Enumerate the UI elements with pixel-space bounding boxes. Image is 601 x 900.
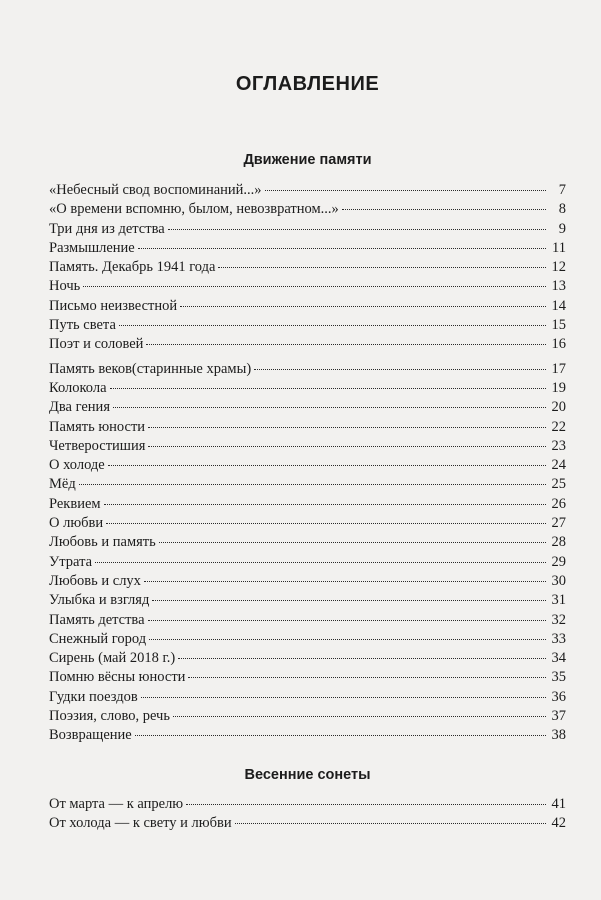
toc-entry: [49, 649, 566, 668]
toc-entry-title: Помню вёсны юности: [49, 669, 186, 686]
toc-entry-page-number: 11: [552, 239, 566, 256]
dot-leader: [168, 229, 546, 230]
toc-entry-page-number: 28: [551, 534, 566, 551]
toc-entry-page-number: 32: [551, 611, 566, 628]
toc-entry: [49, 181, 566, 200]
toc-entry-title: От холода — к свету и любви: [49, 814, 232, 831]
toc-entry: [49, 220, 566, 239]
dot-leader: [104, 504, 546, 505]
dot-leader: [146, 344, 546, 345]
toc-list-section-2: [49, 795, 566, 834]
dot-leader: [135, 735, 546, 736]
toc-entry-page-number: 15: [551, 317, 566, 334]
toc-entry: [49, 239, 566, 258]
dot-leader: [342, 209, 546, 210]
dot-leader: [148, 427, 546, 428]
toc-entry-page-number: 14: [551, 297, 566, 314]
dot-leader: [138, 248, 546, 249]
toc-entry-page-number: 7: [558, 182, 566, 198]
toc-entry-page-number: 24: [551, 457, 566, 474]
toc-entry-page-number: 27: [551, 515, 566, 532]
toc-entry-title: Письмо неизвестной: [49, 297, 178, 314]
section-title-dvizhenie-pamyati: Движение памяти: [243, 152, 372, 168]
toc-entry: [49, 398, 566, 417]
toc-entry-page-number: 29: [551, 553, 566, 570]
toc-entry-page-number: 30: [551, 572, 566, 589]
dot-leader: [83, 286, 546, 287]
toc-list-section-1: [49, 181, 566, 746]
toc-entry-title: Память. Декабрь 1941 года: [49, 259, 216, 276]
toc-entry-title: Четверостишия: [49, 437, 146, 454]
toc-entry: [49, 668, 566, 687]
toc-entry-page-number: 42: [551, 814, 566, 831]
toc-entry-page-number: 19: [551, 379, 566, 396]
toc-entry-page-number: 36: [551, 688, 566, 705]
toc-entry: [49, 297, 566, 316]
toc-entry: [49, 418, 566, 437]
toc-entry-page-number: 12: [551, 259, 566, 276]
toc-entry-page-number: 37: [551, 708, 566, 725]
toc-entry-title: Возвращение: [49, 727, 132, 744]
toc-entry-page-number: 20: [551, 399, 566, 416]
toc-entry-title: Два гения: [49, 399, 110, 416]
toc-entry-page-number: 38: [551, 727, 566, 744]
dot-leader: [106, 523, 546, 524]
toc-entry-page-number: 16: [551, 336, 566, 353]
toc-entry-title: Поэзия, слово, речь: [49, 708, 170, 725]
dot-leader: [95, 562, 546, 563]
toc-entry: [49, 437, 566, 456]
toc-entry-title: «Небесный свод воспоминаний...»: [49, 182, 262, 198]
dot-leader: [148, 446, 546, 447]
toc-entry-title: Любовь и память: [49, 534, 156, 551]
dot-leader: [159, 542, 546, 543]
toc-entry: [49, 726, 566, 745]
toc-entry: [49, 514, 566, 533]
toc-entry: [49, 553, 566, 572]
toc-entry: [49, 795, 566, 814]
toc-entry-page-number: 26: [551, 495, 566, 512]
toc-entry-title: Снежный город: [49, 630, 147, 647]
dot-leader: [180, 306, 546, 307]
toc-entry: [49, 533, 566, 552]
toc-entry: [49, 475, 566, 494]
dot-leader: [141, 697, 546, 698]
toc-entry-title: О холоде: [49, 457, 105, 474]
dot-leader: [119, 325, 546, 326]
toc-entry-title: Мёд: [49, 476, 76, 493]
toc-entry-title: Гудки поездов: [49, 688, 138, 705]
dot-leader: [188, 677, 546, 678]
toc-entry-title: Улыбка и взгляд: [49, 592, 150, 609]
toc-entry-page-number: 22: [551, 418, 566, 435]
dot-leader: [113, 407, 546, 408]
toc-entry-title: Поэт и соловей: [49, 336, 144, 353]
toc-entry-page-number: 17: [551, 360, 566, 377]
toc-entry-title: Сирень (май 2018 г.): [49, 650, 176, 667]
toc-entry-title: Любовь и слух: [49, 572, 141, 589]
toc-entry: [49, 495, 566, 514]
toc-entry-title: Память веков(старинные храмы): [49, 360, 252, 377]
dot-leader: [152, 600, 546, 601]
toc-entry-page-number: 9: [558, 220, 566, 237]
dot-leader: [265, 190, 546, 191]
toc-entry-title: От марта — к апрелю: [49, 795, 184, 812]
section-title-vesennie-sonety: Весенние сонеты: [244, 766, 371, 783]
dot-leader: [79, 484, 546, 485]
toc-entry-page-number: 13: [551, 278, 566, 295]
dot-leader: [110, 388, 546, 389]
toc-entry: [49, 316, 566, 335]
dot-leader: [149, 639, 546, 640]
page-title: ОГЛАВЛЕНИЕ: [235, 73, 380, 95]
toc-entry: [49, 630, 566, 649]
dot-leader: [108, 465, 546, 466]
toc-entry-title: Память детства: [49, 611, 145, 628]
toc-entry-title: Реквием: [49, 495, 101, 512]
toc-entry: [49, 258, 566, 277]
toc-entry-page-number: 35: [551, 669, 566, 686]
toc-entry-page-number: 33: [551, 630, 566, 647]
toc-entry-page-number: 31: [551, 592, 566, 609]
toc-entry: [49, 814, 566, 833]
dot-leader: [148, 620, 546, 621]
toc-entry: [49, 591, 566, 610]
toc-entry: [49, 335, 566, 354]
dot-leader: [218, 267, 546, 268]
toc-entry: [49, 611, 566, 630]
toc-entry: [49, 572, 566, 591]
toc-entry-page-number: 23: [551, 437, 566, 454]
toc-entry: [49, 707, 566, 726]
dot-leader: [235, 823, 546, 824]
toc-entry-title: Утрата: [49, 553, 93, 570]
toc-entry-page-number: 34: [551, 650, 566, 667]
toc-entry-title: Ночь: [49, 278, 81, 295]
dot-leader: [186, 804, 546, 805]
toc-entry-page-number: 8: [558, 201, 566, 218]
toc-entry-title: Память юности: [49, 418, 146, 435]
dot-leader: [144, 581, 546, 582]
toc-entry-title: Три дня из детства: [49, 220, 165, 237]
dot-leader: [173, 716, 546, 717]
toc-entry: [49, 688, 566, 707]
toc-entry-title: Размышление: [49, 239, 135, 256]
toc-entry: [49, 379, 566, 398]
toc-entry: [49, 200, 566, 219]
toc-entry-title: Колокола: [49, 379, 107, 396]
toc-entry-title: «О времени вспомню, былом, невозвратном...»: [49, 201, 339, 218]
toc-entry: [49, 277, 566, 296]
toc-entry-title: О любви: [49, 515, 104, 532]
dot-leader: [254, 369, 546, 370]
toc-entry: [49, 360, 566, 379]
toc-entry-page-number: 41: [551, 795, 566, 812]
dot-leader: [178, 658, 546, 659]
toc-entry: [49, 456, 566, 475]
toc-entry-page-number: 25: [551, 476, 566, 493]
toc-entry-title: Путь света: [49, 317, 116, 334]
